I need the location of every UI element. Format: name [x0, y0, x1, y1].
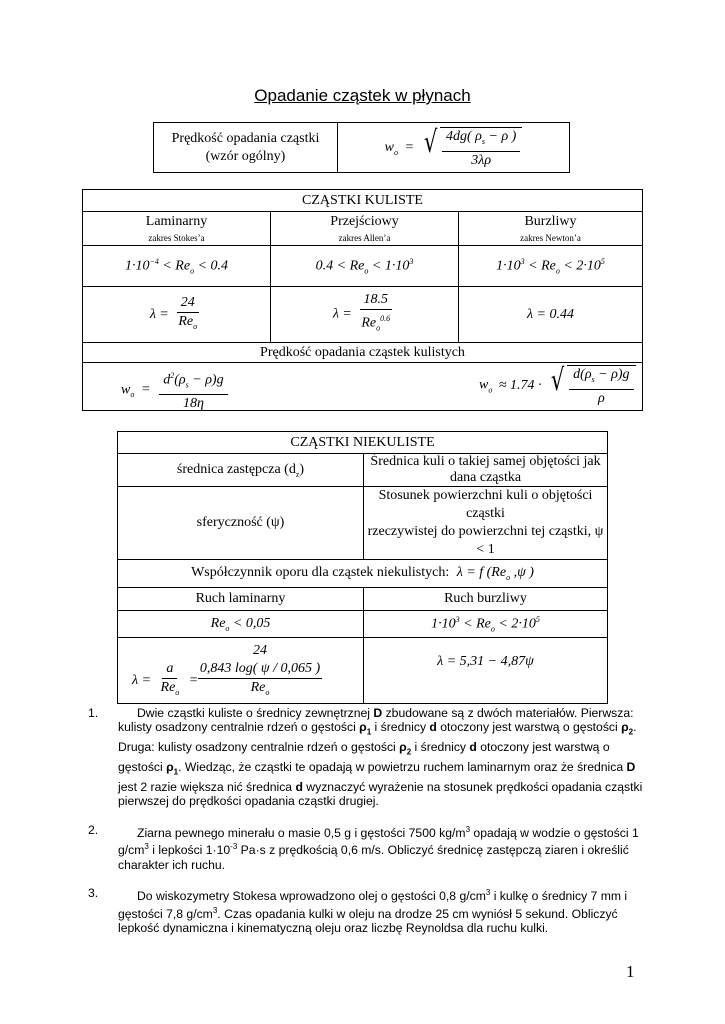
drag-coefficient: Współczynnik oporu dla cząstek niekulistych: λ = f ($Re_o$ ,ψ ): [118, 560, 608, 588]
problem-text: Dwie cząstki kuliste o średnicy zewnętrznej D zbudowane są z dwóch materiałów. Pierwsza: kulisty osadzony centralnie rdzeń o gęstości $\rho_1$ i średnicy d otoczony jest warstwą o gęstości $\rho_2$. Druga: kulisty osadzony centralnie rdzeń o gęstości $\rho_2$ i średnicy d otoczony jest warstwą o gęstości $\rho_1$. Wiedząc, że cząstki te opadają w powietrzu ruchem laminarnym oraz że średnica D jest 2 razie większa nić średnica d wyznaczyć wyrażenie na stosunek prędkości opadania cząstki pierwszej do prędkości opadania cząstki drugiej.: [118, 706, 643, 809]
general-formula: $w_o$ = √ $\frac{4dg( \rho_s - \rho )}{3\lambda\rho}$: [338, 123, 570, 173]
spherical-header: CZĄSTKI KULISTE: [83, 190, 643, 212]
nonspherical-header: CZĄSTKI NIEKULISTE: [118, 432, 608, 454]
problem-2: 2. Ziarna pewnego minerału o masie 0,5 g i gęstości 7500 $kg/m^3$ opadają w wodzie o gęstości 1 $g/cm^3$ i lepkości $1\cdot 10^{-3}$ Pa·s z prędkością 0,6 m/s. Obliczyć średnicę zastępczą ziaren i określić charakter ich ruchu.: [88, 823, 648, 872]
laminar-name: Ruch laminarny: [118, 588, 364, 611]
equiv-diameter-desc: Średnica kuli o takiej samej objętości jak dana cząstka: [364, 454, 608, 487]
nonspherical-table: [117, 431, 608, 704]
re-range-transitional: $0.4 < Re_o < 1\cdot 10^3$: [271, 246, 459, 287]
laminar-range: $Re_o < 0,05$: [118, 611, 364, 638]
problem-text: Ziarna pewnego minerału o masie 0,5 g i gęstości 7500 $kg/m^3$ opadają w wodzie o gęstości 1 $g/cm^3$ i lepkości $1\cdot 10^{-3}$ Pa·s z prędkością 0,6 m/s. Obliczyć średnicę zastępczą ziaren i określić charakter ich ruchu.: [118, 824, 639, 872]
general-formula-table: [153, 122, 570, 173]
col-turbulent: Burzliwy zakres Newton’a: [459, 212, 643, 246]
lambda-laminar: λ = $\frac{24}{Re_o}$: [83, 287, 271, 343]
re-range-laminar: $1\cdot 10^{-4} < Re_o < 0.4$: [83, 246, 271, 287]
spherical-table: [82, 189, 643, 411]
page-title: Opadanie cząstek w płynach: [254, 86, 471, 105]
lambda-transitional: λ = $\frac{18.5}{Re_o^{0.6}}$: [271, 287, 459, 343]
laminar-lambda: λ = $\frac{a}{Re_o}$ = 24 0,843 log( ψ / 0,065 ) $Re_o$: [118, 638, 364, 704]
problems-list: [88, 706, 648, 949]
re-range-turbulent: $1\cdot 10^3 < Re_o < 2\cdot 10^5$: [459, 246, 643, 287]
turbulent-lambda: λ = 5,31 − 4,87ψ: [364, 638, 608, 704]
velocity-laminar: $w_o$ = $\frac{d^2(\rho_s - \rho)g}{18\eta}$: [121, 367, 230, 413]
page-number: 1: [626, 962, 635, 981]
lambda-turbulent: λ = 0.44: [459, 287, 643, 343]
problem-text: Do wiskozymetry Stokesa wprowadzono olej o gęstości 0,8 $g/cm^3$ i kulkę o średnicy 7 mm i gęstości 7,8 $g/cm^3$. Czas opadania kulki w oleju na drodze 25 cm wyniósł 5 sekund. Obliczyć lepkość dynamiczna i kinematyczną oleju oraz liczbę Reynoldsa dla ruchu kulki.: [118, 888, 628, 936]
sphericity-desc: Stosunek powierzchni kuli o objętości cząstki rzeczywistej do powierzchni tej cząstki, ψ < 1: [364, 487, 608, 560]
problem-1: 1. Dwie cząstki kuliste o średnicy zewnętrznej D zbudowane są z dwóch materiałów. Pierwsza: kulisty osadzony centralnie rdzeń o gęstości $\rho_1$ i średnicy d otoczony jest warstwą o gęstości $\rho_2$. Druga: kulisty osadzony centralnie rdzeń o gęstości $\rho_2$ i średnicy d otoczony jest warstwą o gęstości $\rho_1$. Wiedząc, że cząstki te opadają w powietrzu ruchem laminarnym oraz że średnica D jest 2 razie większa nić średnica d wyznaczyć wyrażenie na stosunek prędkości opadania cząstki pierwszej do prędkości opadania cząstki drugiej.: [88, 706, 648, 809]
velocity-turbulent: $w_o \approx 1.74$ · √ $\frac{d(\rho_s - \rho)g}{\rho}$: [479, 363, 636, 408]
velocity-header: Prędkość opadania cząstek kulistych: [83, 343, 643, 363]
turbulent-range: $1\cdot 10^3 < Re_o < 2\cdot 10^5$: [364, 611, 608, 638]
sqrt-sign: √ $\frac{d(\rho_s - \rho)g}{\rho}$: [548, 363, 635, 408]
general-label: Prędkość opadania cząstki (wzór ogólny): [154, 123, 338, 173]
equiv-diameter-label: średnica zastępcza $(d_z)$: [118, 454, 364, 487]
sphericity-label: sferyczność (ψ): [118, 487, 364, 560]
col-transitional: Przejściowy zakres Allen’a: [271, 212, 459, 246]
problem-3: 3. Do wiskozymetry Stokesa wprowadzono olej o gęstości 0,8 $g/cm^3$ i kulkę o średnicy 7 mm i gęstości 7,8 $g/cm^3$. Czas opadania kulki w oleju na drodze 25 cm wyniósł 5 sekund. Obliczyć lepkość dynamiczna i kinematyczną oleju oraz liczbę Reynoldsa dla ruchu kulki.: [88, 886, 648, 935]
turbulent-name: Ruch burzliwy: [364, 588, 608, 611]
sqrt-sign: √ $\frac{4dg( \rho_s - \rho )}{3\lambda\rho}$: [421, 125, 522, 170]
col-laminar: Laminarny zakres Stokes’a: [83, 212, 271, 246]
velocity-formulas: [83, 363, 643, 411]
